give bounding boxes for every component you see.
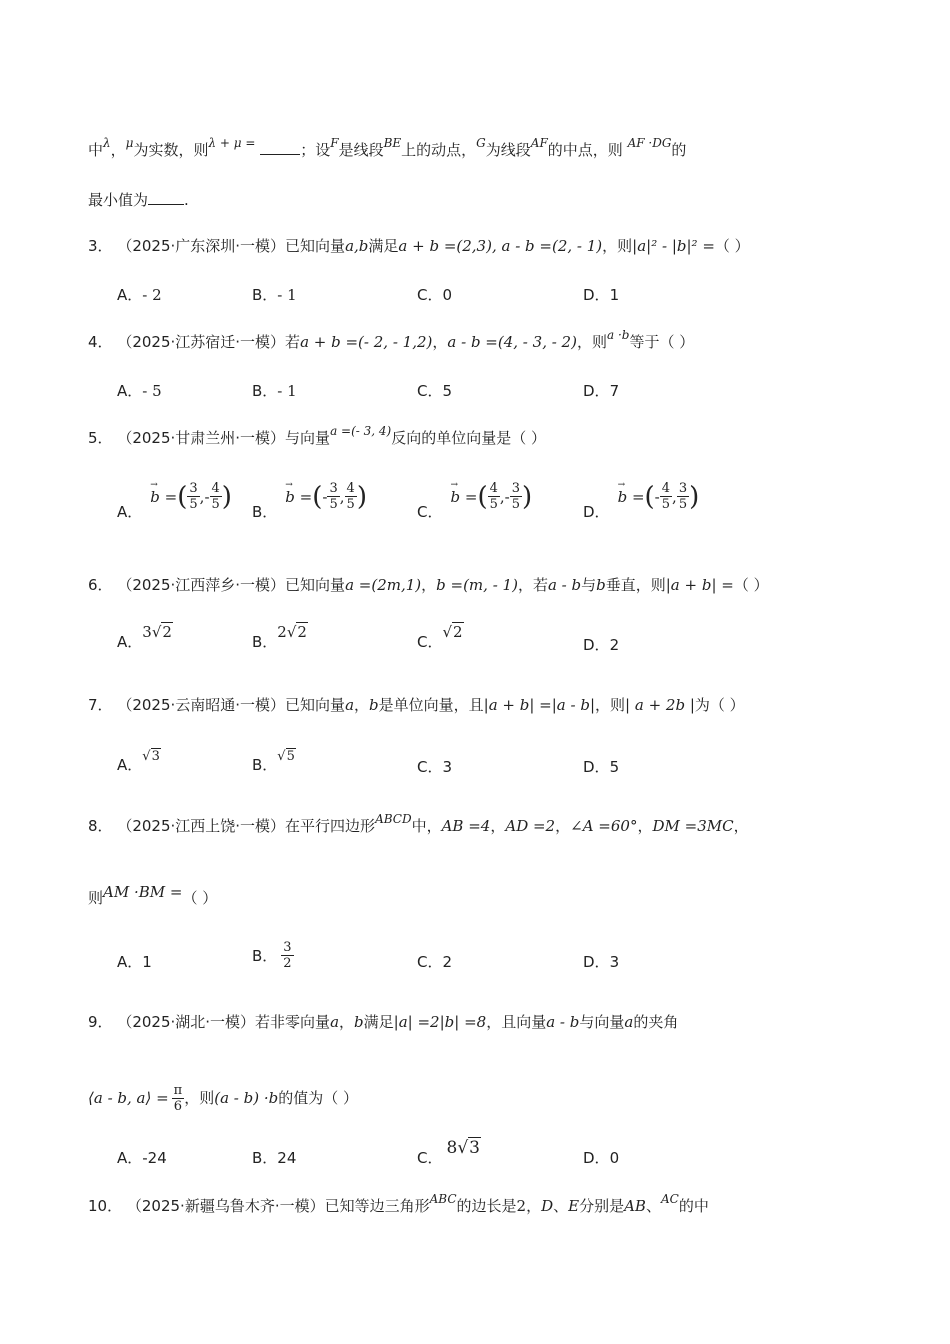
sqrt-value: √2 [442, 623, 463, 641]
text: ， [432, 333, 448, 351]
option-a [117, 478, 232, 522]
question-3 [88, 236, 750, 256]
question-8 [88, 812, 749, 837]
option-value: - 5 [142, 382, 162, 400]
expr: |a + b| = [665, 576, 734, 594]
option-label: B． [252, 1149, 278, 1167]
answer-blank [148, 190, 184, 205]
expr: |a + b| =|a - b| [483, 696, 596, 714]
text: ， [490, 817, 506, 835]
intro-line-2 [88, 190, 189, 210]
expr: b =(m, - 1) [436, 576, 518, 594]
option-label: C． [417, 953, 443, 971]
option-label: A． [117, 756, 143, 774]
option-label: D． [583, 286, 610, 304]
text: 为线段 [485, 141, 531, 159]
numerator: 4 [661, 481, 671, 496]
coefficient: 8 [446, 1138, 458, 1158]
denominator: 5 [661, 497, 671, 512]
text: 的中 [678, 1197, 709, 1215]
text: 的边长是 [456, 1197, 517, 1215]
option-c [417, 623, 464, 652]
option-d [583, 381, 619, 401]
option-c [417, 478, 532, 522]
option-label: B． [252, 946, 278, 965]
coefficient: 2 [277, 623, 287, 641]
sqrt-value: √5 [277, 749, 295, 764]
text: （ ） [714, 237, 750, 255]
question-6 [88, 575, 769, 595]
fraction [677, 481, 689, 512]
text: 最小值为 [88, 191, 149, 209]
text: 满足 [363, 1013, 394, 1031]
option-c [417, 381, 452, 401]
option-d [583, 757, 619, 777]
sqrt-value: √3 [142, 749, 160, 764]
expr: a [345, 696, 355, 714]
option-label: C． [417, 758, 443, 776]
option-label: B． [252, 633, 278, 651]
option-c [417, 285, 452, 305]
option-label: B． [252, 503, 278, 521]
sqrt-value: 8√3 [446, 1138, 480, 1158]
coefficient: 3 [142, 623, 152, 641]
expr: a - b =(4, - 3, - 2) [447, 333, 577, 351]
option-value: - 1 [277, 382, 297, 400]
option-label: C． [417, 286, 443, 304]
option-label: A． [117, 953, 143, 971]
numerator: 3 [329, 481, 338, 496]
expr: a,b [345, 237, 369, 255]
text: . [184, 191, 189, 209]
expr: ⟨a - b, a⟩ = [88, 1089, 169, 1107]
text: ，则 [184, 1089, 215, 1107]
option-value: - 2 [142, 286, 162, 304]
option-label: C． [417, 633, 443, 651]
text: ，且向量 [486, 1013, 547, 1031]
question-5 [88, 424, 546, 449]
expr: a [330, 1013, 340, 1031]
question-number: 3． [88, 237, 113, 255]
text: ， [110, 141, 126, 159]
option-value: 0 [442, 286, 453, 304]
text: 、 [553, 1197, 569, 1215]
option-label: C． [417, 503, 443, 521]
text: 与向量 [579, 1013, 625, 1031]
option-label: D． [583, 1149, 610, 1167]
expr: b [354, 1013, 364, 1031]
radicand: 2 [453, 623, 463, 641]
text: 上的动点， [401, 141, 477, 159]
expr: ∠A =60° [570, 817, 638, 835]
question-9-line-2 [88, 1078, 358, 1118]
text: ；设 [300, 141, 331, 159]
text: ， [555, 817, 571, 835]
text: 的 [671, 141, 687, 159]
answer-blank [260, 140, 300, 155]
unit-vector: → b = ( $\frac{3}{5}$ , - $\frac{4}{5}$ ) [150, 481, 232, 512]
option-b [252, 381, 297, 401]
sign: - [504, 487, 510, 506]
option-b [252, 940, 294, 971]
fraction [172, 1083, 185, 1114]
fraction [327, 481, 339, 512]
question-number: 7． [88, 696, 113, 714]
question-4 [88, 328, 695, 353]
numerator: 3 [511, 481, 521, 496]
question-source: （2025·江西上饶·一模） [117, 817, 286, 835]
text: 分别是 [579, 1197, 625, 1215]
expr: (a - b) ·b [214, 1089, 279, 1107]
option-b [252, 623, 308, 652]
fraction [281, 940, 293, 971]
expr: AC [660, 1192, 679, 1206]
numerator: 3 [189, 481, 198, 496]
vector-b: → b [618, 487, 628, 507]
fraction [187, 481, 199, 512]
var-BE: BE [383, 136, 402, 150]
text: 为（ ） [694, 696, 745, 714]
expr: ABC [429, 1192, 457, 1206]
lambda: λ [103, 136, 111, 150]
option-value: 2 [609, 636, 620, 654]
numerator: π [173, 1082, 183, 1098]
option-label: A． [117, 382, 143, 400]
expr: DM =3MC [652, 817, 734, 835]
option-value: - 1 [277, 286, 297, 304]
expr: AB =4 [441, 817, 491, 835]
text: 中， [411, 817, 442, 835]
question-source: （2025·江西萍乡·一模） [117, 576, 286, 594]
expr: | a + 2b | [625, 696, 695, 714]
unit-vector: → b = ( $\frac{4}{5}$ , - $\frac{3}{5}$ ) [450, 481, 532, 512]
option-value: 3 [442, 758, 453, 776]
text: 中 [88, 141, 104, 159]
expr: |a| =2|b| =8 [393, 1013, 487, 1031]
text: 为实数，则 [133, 141, 209, 159]
sign: - [204, 487, 210, 506]
question-10 [88, 1192, 709, 1217]
option-a [117, 749, 161, 777]
unit-vector: → b = ( - $\frac{3}{5}$ , $\frac{4}{5}$ ) [285, 481, 367, 512]
mu: μ [125, 136, 134, 150]
question-number: 4． [88, 333, 113, 351]
text: 的值为（ ） [278, 1089, 359, 1107]
text: 的夹角 [633, 1013, 679, 1031]
expr: a + b =(- 2, - 1,2) [300, 333, 433, 351]
denominator: 5 [211, 497, 220, 512]
question-source: （2025·新疆乌鲁木齐·一模） [126, 1197, 325, 1215]
option-value: 3 [609, 953, 620, 971]
expr: λ + μ = [208, 136, 256, 150]
question-source: （2025·广东深圳·一模） [117, 237, 286, 255]
text: ， [421, 576, 437, 594]
text: 等于（ ） [629, 333, 695, 351]
var-AF: AF [530, 136, 548, 150]
text: 已知向量 [285, 696, 346, 714]
question-number: 5． [88, 429, 113, 447]
expr: a =(- 3, 4) [330, 424, 392, 438]
fraction [660, 481, 672, 512]
expr: ABCD [375, 812, 412, 826]
text: 已知向量 [285, 237, 346, 255]
option-a [117, 623, 173, 652]
var-G: G [476, 136, 486, 150]
numerator: 4 [346, 481, 355, 496]
expr: E [568, 1197, 580, 1215]
expr: a [624, 1013, 634, 1031]
question-number: 10． [88, 1197, 123, 1215]
text: 反向的单位向量是（ ） [391, 429, 546, 447]
text: ， [733, 817, 749, 835]
question-number: 8． [88, 817, 113, 835]
vector-b: → b [450, 487, 460, 507]
vector-b: → b [285, 487, 295, 507]
text: 是线段 [338, 141, 384, 159]
option-a [117, 285, 162, 305]
text: ，则 [595, 696, 626, 714]
radicand: 5 [286, 749, 295, 764]
text: ， [354, 696, 370, 714]
option-label: D． [583, 503, 610, 521]
question-source: （2025·江苏宿迁·一模） [117, 333, 286, 351]
text: ， [339, 1013, 355, 1031]
option-label: B． [252, 382, 278, 400]
option-b [252, 1148, 296, 1168]
option-a [117, 952, 152, 972]
expr: b [369, 696, 379, 714]
text: 则 [88, 889, 104, 907]
option-c [417, 952, 452, 972]
option-label: A． [117, 503, 143, 521]
expr: a =(2m,1) [345, 576, 422, 594]
text: 已知向量 [285, 576, 346, 594]
vector-b: → b [150, 487, 160, 507]
expr: AM ·BM = [103, 883, 183, 901]
option-value: 5 [609, 758, 620, 776]
text: （ ） [182, 889, 218, 907]
expr: a + b =(2,3), a - b =(2, - 1) [398, 237, 603, 255]
dot-product: AF ·DG [627, 136, 672, 150]
expr: |a|² - |b|² = [632, 237, 715, 255]
numerator: 3 [283, 940, 292, 955]
option-a [117, 381, 162, 401]
option-value: 0 [609, 1149, 620, 1167]
text: ，则 [602, 237, 633, 255]
option-value: 1 [609, 286, 620, 304]
question-source: （2025·云南昭通·一模） [117, 696, 286, 714]
option-d [583, 285, 619, 305]
option-label: D． [583, 953, 610, 971]
option-value: 24 [277, 1149, 297, 1167]
option-value: -24 [142, 1149, 167, 1167]
question-8-line-2 [88, 883, 218, 908]
question-number: 6． [88, 576, 113, 594]
expr: b [596, 576, 606, 594]
text: ，则 [576, 333, 607, 351]
text: 已知等边三角形 [324, 1197, 430, 1215]
numerator: 3 [678, 481, 688, 496]
option-b [252, 749, 296, 777]
numerator: 4 [211, 481, 220, 496]
denominator: 5 [329, 497, 338, 512]
text: 的中点，则 [547, 141, 623, 159]
text: 、 [645, 1197, 661, 1215]
question-number: 9． [88, 1013, 113, 1031]
option-d [583, 635, 619, 655]
intro-line-1 [88, 136, 687, 161]
text: 若 [285, 333, 301, 351]
option-label: B． [252, 286, 278, 304]
text: ， [526, 1197, 542, 1215]
radicand: 3 [151, 749, 160, 764]
numerator: 4 [489, 481, 498, 496]
text: 垂直，则 [605, 576, 666, 594]
question-source: （2025·甘肃兰州·一模） [117, 429, 286, 447]
sqrt-value: 3√2 [142, 623, 172, 641]
option-label: A． [117, 633, 143, 651]
text: 在平行四边形 [285, 817, 376, 835]
option-value: 2 [442, 953, 453, 971]
expr: AB [624, 1197, 646, 1215]
fraction [488, 481, 500, 512]
option-c [417, 757, 452, 777]
denominator: 5 [489, 497, 498, 512]
option-value: 1 [142, 953, 152, 971]
text: ， [637, 817, 653, 835]
radicand: 3 [469, 1138, 480, 1158]
text: （ ） [733, 576, 769, 594]
option-a [117, 1148, 167, 1168]
expr: 2 [516, 1197, 527, 1215]
expr: AD =2 [505, 817, 556, 835]
option-b [252, 285, 297, 305]
text: 若非零向量 [255, 1013, 331, 1031]
expr: a ·b [606, 328, 630, 342]
fraction [345, 481, 357, 512]
option-label: B． [252, 756, 278, 774]
text: ，若 [517, 576, 548, 594]
option-label: C． [417, 1149, 443, 1167]
option-d [583, 952, 619, 972]
text: 满足 [368, 237, 399, 255]
option-label: A． [117, 1149, 143, 1167]
text: 是单位向量，且 [378, 696, 484, 714]
denominator: 6 [173, 1098, 183, 1114]
sign: - [654, 487, 660, 506]
unit-vector: → b = ( - $\frac{4}{5}$ , $\frac{3}{5}$ ) [618, 481, 700, 512]
option-b [252, 478, 367, 522]
option-value: 7 [609, 382, 620, 400]
denominator: 5 [678, 497, 688, 512]
fraction [210, 481, 222, 512]
option-value: 5 [442, 382, 453, 400]
question-source: （2025·湖北·一模） [117, 1013, 256, 1031]
option-label: D． [583, 382, 610, 400]
denominator: 5 [346, 497, 355, 512]
var-F: F [330, 136, 339, 150]
text: 与 [581, 576, 597, 594]
denominator: 5 [189, 497, 198, 512]
sqrt-value: 2√2 [277, 623, 307, 641]
option-d [583, 478, 699, 522]
question-7 [88, 695, 745, 715]
denominator: 2 [283, 956, 292, 971]
denominator: 5 [511, 497, 521, 512]
radicand: 2 [297, 623, 307, 641]
option-label: A． [117, 286, 143, 304]
expr: a - b [547, 576, 582, 594]
text: 与向量 [285, 429, 331, 447]
option-label: D． [583, 636, 610, 654]
option-label: C． [417, 382, 443, 400]
sign: - [322, 487, 328, 506]
fraction [510, 481, 522, 512]
option-c [417, 1138, 481, 1168]
question-9 [88, 1012, 678, 1032]
option-d [583, 1148, 619, 1168]
radicand: 2 [162, 623, 172, 641]
expr: a - b [546, 1013, 580, 1031]
option-label: D． [583, 758, 610, 776]
expr: D [541, 1197, 554, 1215]
